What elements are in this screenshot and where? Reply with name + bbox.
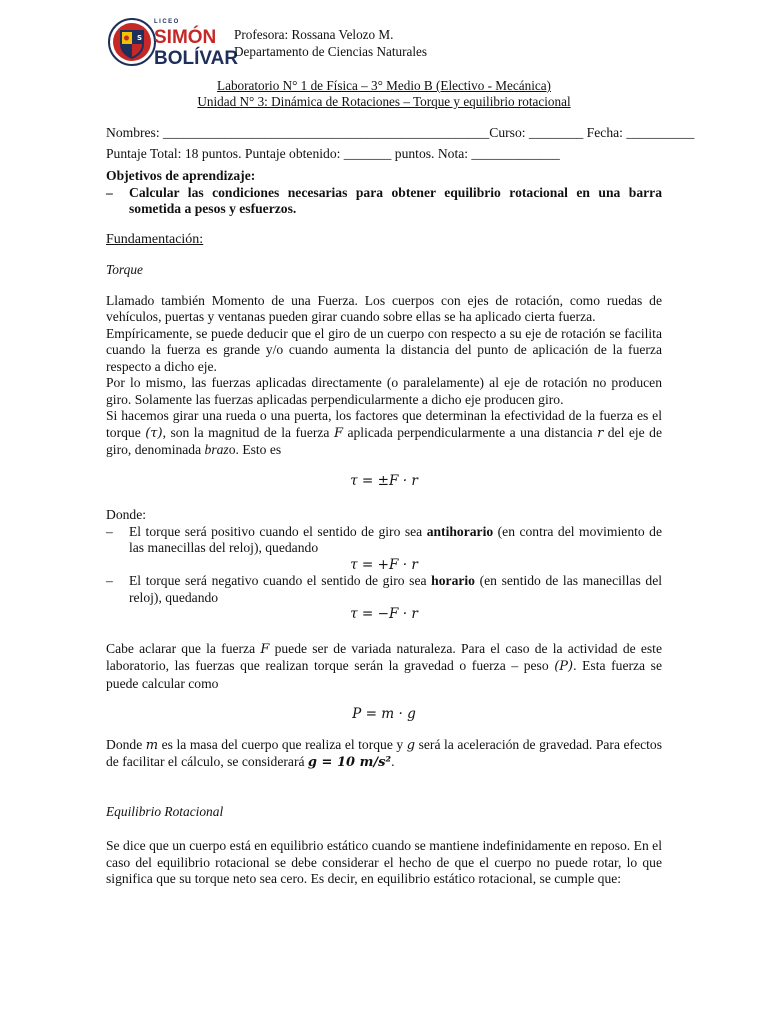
header-info	[234, 26, 427, 60]
main-content	[106, 125, 695, 888]
paragraph-7: Se dice que un cuerpo está en equilibrio estático cuando se mantiene indefinidamente en reposo. En el caso del equilibrio rotacional se debe considerar el hecho de que el cuerpo no puede rotar, lo que significa que su torque neto sea cero. Es decir, en equilibrio estático rotacional, se cumple que:	[106, 838, 662, 886]
names-line: Nombres: ________________________________________________Curso: ________ Fecha: __________	[106, 125, 695, 140]
equation-weight: P = m · g	[352, 706, 416, 722]
subheading-equilibrium: Equilibrio Rotacional	[106, 803, 224, 819]
bullet-negative: – El torque será negativo cuando el sentido de giro sea horario (en sentido de las manecillas del reloj), quedando	[106, 573, 663, 605]
equation-torque: τ = ±F · r	[350, 472, 418, 489]
section-title: Fundamentación:	[106, 231, 204, 247]
paragraph-6: Donde m es la masa del cuerpo que realiza el torque y g será la aceleración de gravedad. Para efectos de facilitar el cálculo, se considerará g = 10 m/s².	[106, 736, 663, 770]
school-logo	[108, 14, 240, 74]
document-titles	[0, 78, 768, 110]
svg-text:BOLÍVAR: BOLÍVAR	[154, 48, 239, 69]
score-line: Puntaje Total: 18 puntos. Puntaje obtenido: _______ puntos. Nota: _____________	[106, 145, 560, 161]
svg-text:SIMÓN: SIMÓN	[154, 27, 217, 48]
svg-text:LICEO: LICEO	[154, 19, 180, 25]
bullet-positive: – El torque será positivo cuando el sentido de giro sea antihorario (en contra del movimiento de las manecillas del reloj), quedando	[106, 523, 662, 555]
donde-label: Donde:	[106, 507, 147, 522]
lab-title: Laboratorio N° 1 de Física – 3° Medio B (Electivo - Mecánica)	[217, 78, 551, 93]
equation-positive: τ = +F · r	[350, 556, 418, 573]
department-name: Departamento de Ciencias Naturales	[234, 44, 427, 59]
school-crest-icon	[108, 14, 240, 74]
svg-text:S: S	[137, 34, 143, 42]
paragraph-5: Cabe aclarar que la fuerza F puede ser de variada naturaleza. Para el caso de la actividad de este laboratorio, las fuerzas que realizan torque serán la gravedad o fuerza – peso (P). Esta fuerza se puede calcular como	[106, 640, 662, 691]
objectives-heading: Objetivos de aprendizaje:	[106, 168, 256, 183]
paragraph-2: Empíricamente, se puede deducir que el giro de un cuerpo con respecto a su eje de rotación se facilita cuando la fuerza es grande y/o cuando aumenta la distancia del punto de aplicación de la fuerza respecto a dicho eje.	[106, 325, 662, 374]
paragraph-4: Si hacemos girar una rueda o una puerta, los factores que determinan la efectividad de la fuerza es el torque (τ), son la magnitud de la fuerza F aplicada perpendicularmente a una distancia r del eje de giro, denominada brazo. Esto es	[106, 408, 662, 457]
subheading-torque: Torque	[106, 262, 143, 277]
paragraph-1: Llamado también Momento de una Fuerza. Los cuerpos con ejes de rotación, como ruedas de vehículos, puertas y ventanas pueden girar cuando sobre ellas se ha aplicado cierta fuerza.	[106, 292, 662, 324]
teacher-name: Profesora: Rossana Velozo M.	[234, 27, 394, 42]
equation-negative: τ = −F · r	[350, 606, 418, 622]
paragraph-3: Por lo mismo, las fuerzas aplicadas directamente (o paralelamente) al eje de rotación no producen giro. Solamente las fuerzas aplicadas perpendicularmente a dicho eje producen giro.	[106, 375, 662, 407]
objective-item: – Calcular las condiciones necesarias para obtener equilibrio rotacional en una barra sometida a pesos y esfuerzos.	[106, 184, 662, 216]
unit-title: Unidad N° 3: Dinámica de Rotaciones – Torque y equilibrio rotacional	[197, 94, 571, 109]
